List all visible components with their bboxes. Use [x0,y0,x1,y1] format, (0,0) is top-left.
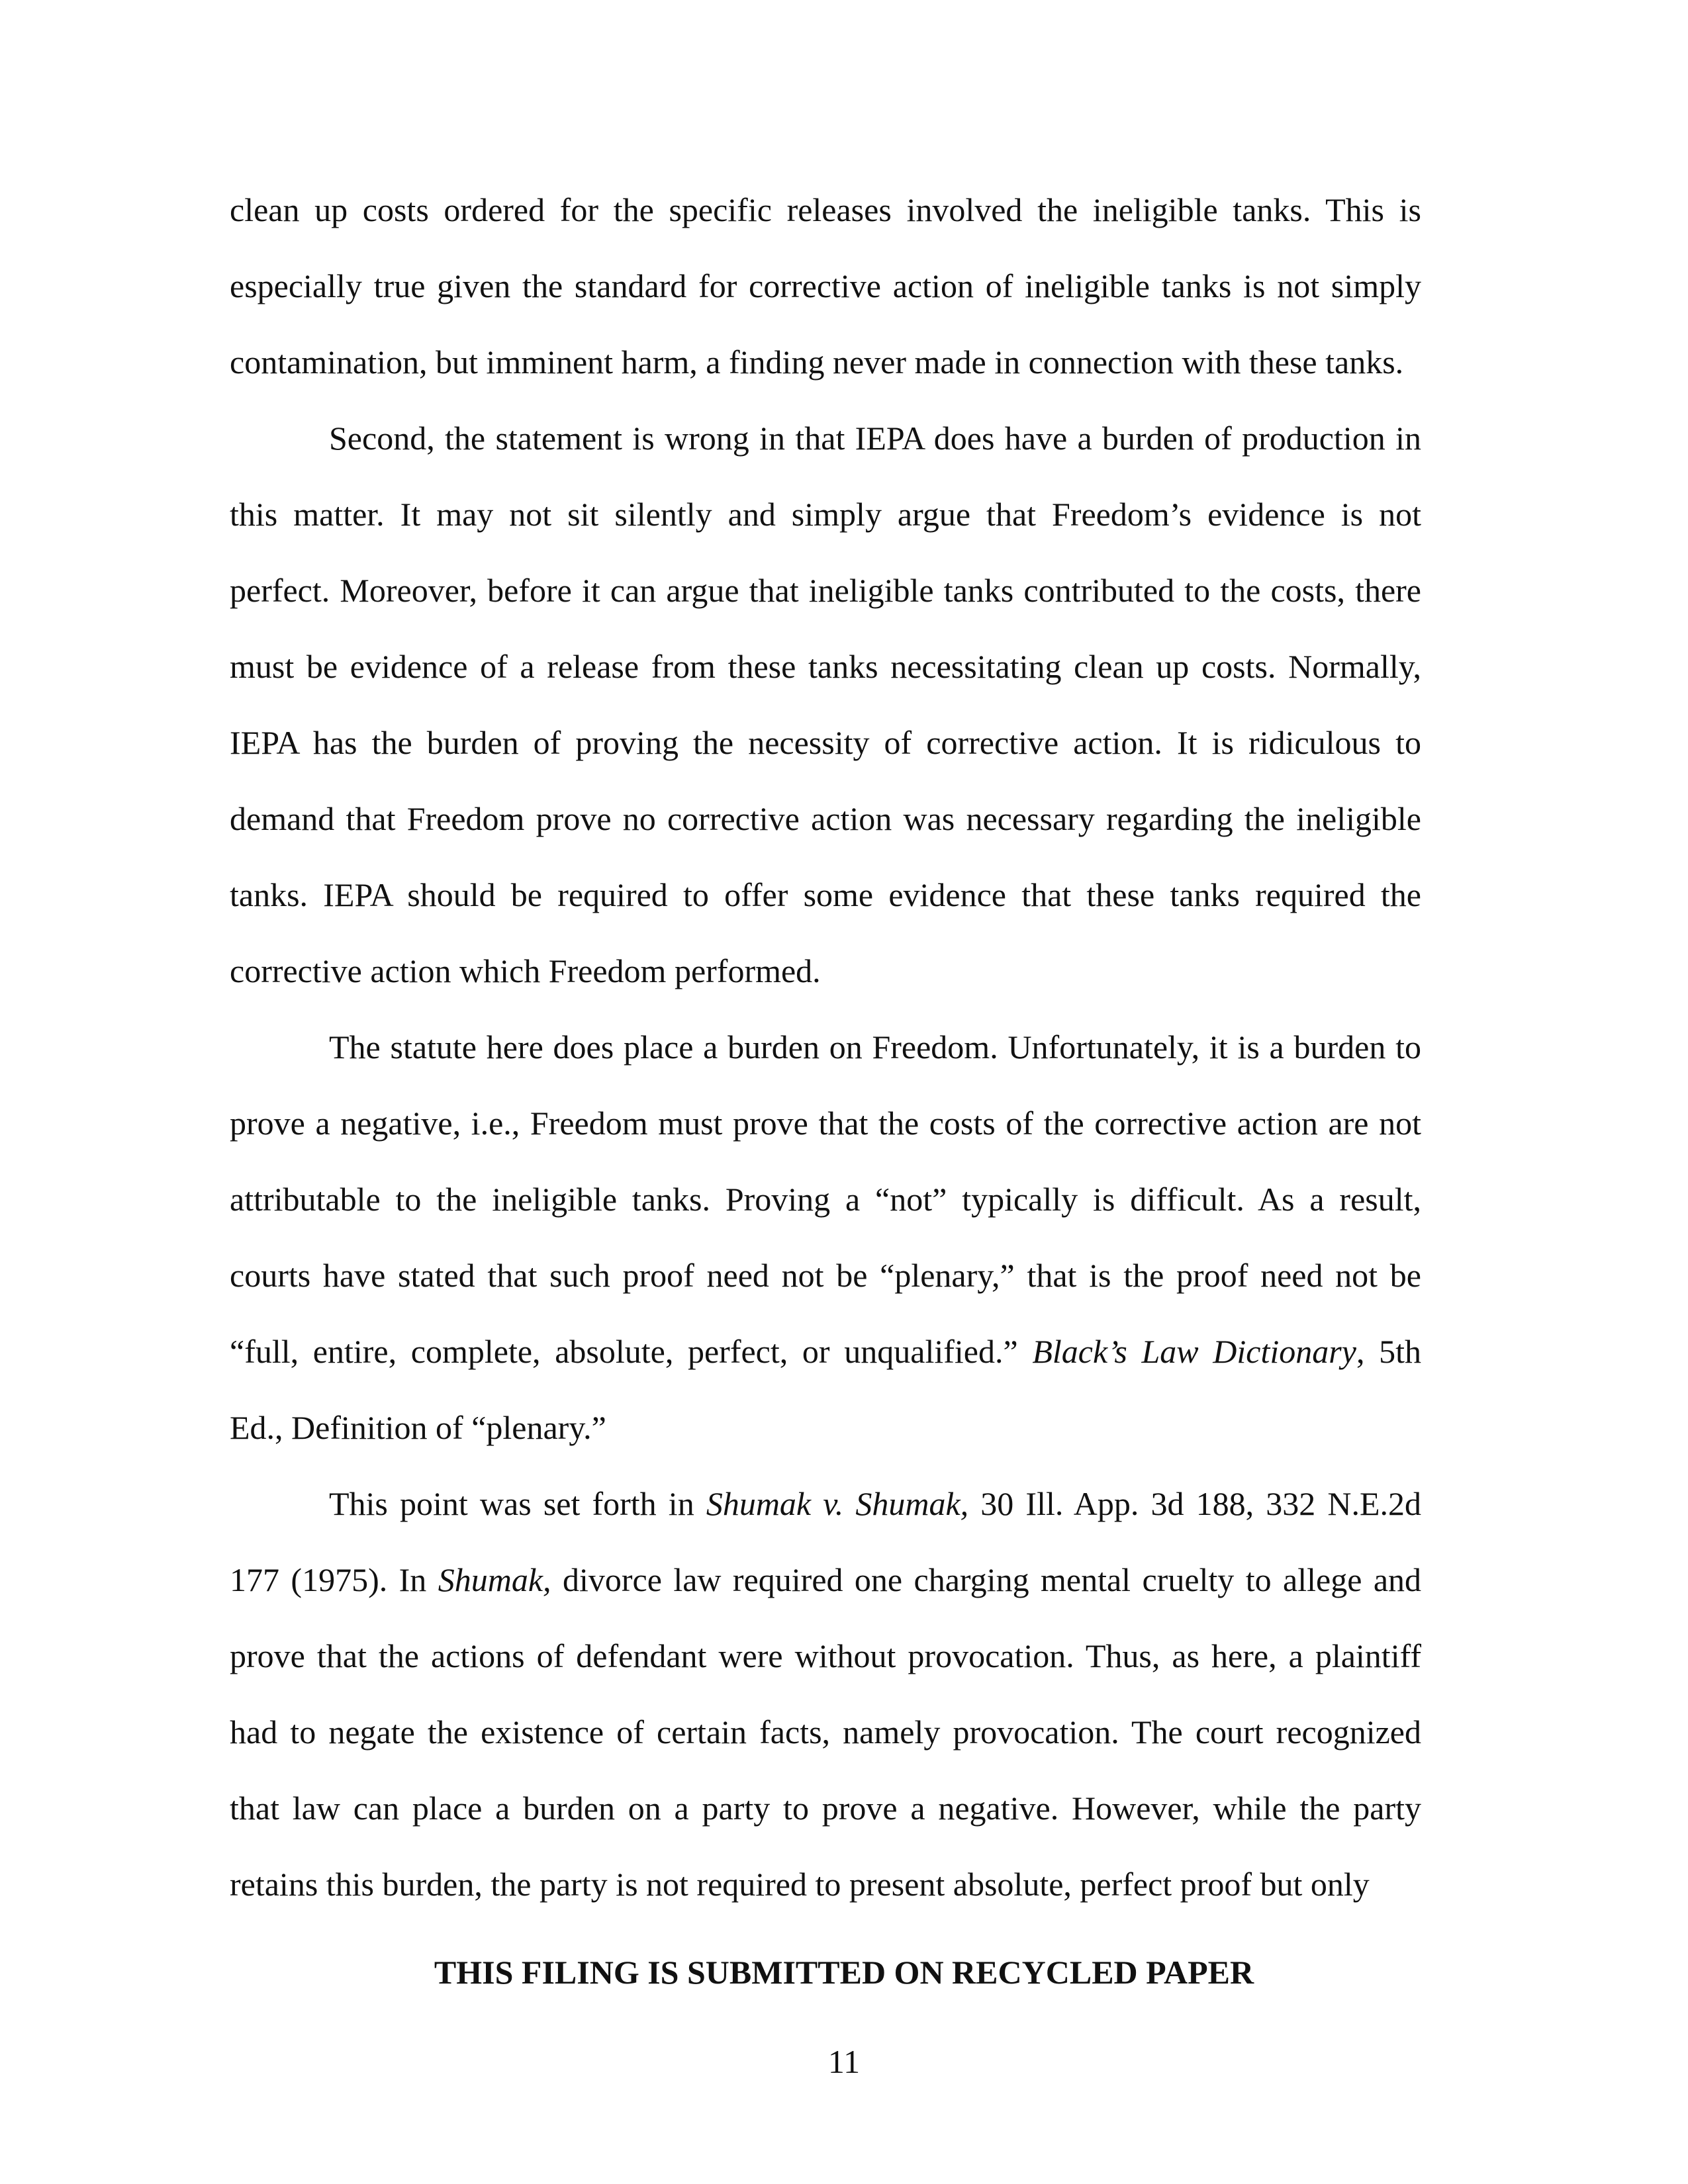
paragraph-text: 30 Ill. App. 3d 188, 332 N.E.2d 177 (1975). In [230,1485,1421,1598]
recycled-paper-notice: THIS FILING IS SUBMITTED ON RECYCLED PAPER [434,1954,1254,1991]
body-paragraph [230,172,1421,400]
italic-citation: Shumak v. Shumak, [706,1485,969,1522]
italic-citation: Shumak, [438,1561,551,1598]
paragraph-text: clean up costs ordered for the specific releases involved the ineligible tanks. This is especially true given the standard for corrective action of ineligible tanks is not simply contamination, but imminent harm, a finding never made in connection with these tanks. [230,191,1421,381]
paragraph-text: This point was set forth in [329,1485,706,1522]
italic-citation: Black’s Law Dictionary [1032,1333,1356,1370]
document-body [230,172,1421,1923]
body-paragraph [230,1009,1421,1466]
body-paragraph [230,1466,1421,1923]
paragraph-text: Second, the statement is wrong in that IEPA does have a burden of production in this matter. It may not sit silently and simply argue that Freedom’s evidence is not perfect. Moreover, before it can argue that ineligible tanks contributed to the costs, there must be evidence of a release from these tanks necessitating clean up costs. Normally, IEPA has the burden of proving the necessity of corrective action. It is ridiculous to demand that Freedom prove no corrective action was necessary regarding the ineligible tanks. IEPA should be required to offer some evidence that these tanks required the corrective action which Freedom performed. [230,420,1421,989]
paragraph-text: , 5th Ed., Definition of “plenary.” [230,1333,1421,1446]
page-number: 11 [827,2043,861,2080]
paragraph-text: divorce law required one charging mental cruelty to allege and prove that the actions of defendant were without provocation. Thus, as here, a plaintiff had to negate the existence of certain facts, namely provocation. The court recognized that law can place a burden on a party to prove a negative. However, while the party retains this burden, the party is not required to present absolute, perfect proof but only [230,1561,1422,1903]
paragraph-text: The statute here does place a burden on Freedom. Unfortunately, it is a burden to prove a negative, i.e., Freedom must prove that the costs of the corrective action are not attributable to the ineligible tanks. Proving a “not” typically is difficult. As a result, courts have stated that such proof need not be “plenary,” that is the proof need not be “full, entire, complete, absolute, perfect, or unqualified.” [230,1028,1421,1370]
body-paragraph [230,400,1421,1009]
